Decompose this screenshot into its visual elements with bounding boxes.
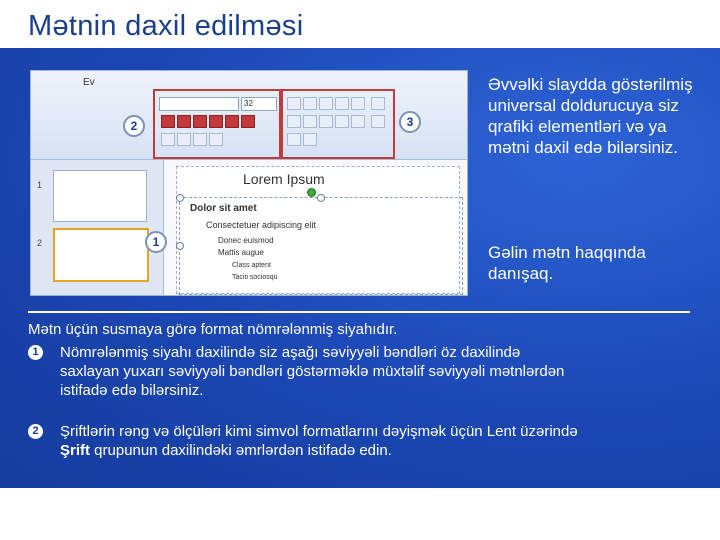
number-badge-2: 2 <box>28 424 43 439</box>
slide-lorem-title: Lorem Ipsum <box>243 171 325 187</box>
callout-1: 1 <box>145 231 167 253</box>
list-item-2-text-b: qrupunun daxilindəki əmrlərdən istifadə edin. <box>90 442 392 459</box>
slide-thumbnail-1[interactable] <box>53 170 147 222</box>
list-item-2-bold: Şrift <box>60 442 90 459</box>
slide-thumbnail-2[interactable] <box>53 228 149 282</box>
page-title: Mətnin daxil edilməsi <box>28 10 304 42</box>
callout-3: 3 <box>399 111 421 133</box>
resize-handle-tl[interactable] <box>176 194 184 202</box>
bullet-level-1: Dolor sit amet <box>190 203 257 214</box>
tab-home[interactable]: Ev <box>83 77 95 88</box>
divider-line <box>28 311 690 313</box>
list-item-2-text-a: Şriftlərin rəng və ölçüləri kimi simvol formatlarını dəyişmək üçün Lent üzərində <box>60 423 578 440</box>
list-item-2-text <box>60 422 580 460</box>
right-paragraph-2: Gəlin mətn haqqında danışaq. <box>488 243 646 283</box>
rotation-handle[interactable] <box>307 188 316 197</box>
paragraph-group-highlight <box>281 89 395 159</box>
bullet-level-4: Class aptent <box>232 262 271 269</box>
bullet-level-3b: Mattis augue <box>218 248 264 257</box>
callout-2: 2 <box>123 115 145 137</box>
resize-handle-left[interactable] <box>176 242 184 250</box>
bullet-level-2: Consectetuer adipiscing elit <box>206 220 317 230</box>
powerpoint-screenshot <box>30 70 468 296</box>
bullet-level-3a: Donec euismod <box>218 236 274 245</box>
lead-text: Mətn üçün susmaya görə format nömrələnmiş siyahıdır. <box>28 321 398 338</box>
font-group-highlight <box>153 89 281 159</box>
content-placeholder[interactable] <box>179 197 463 295</box>
resize-handle-top[interactable] <box>317 194 325 202</box>
thumb-number-1: 1 <box>37 180 43 190</box>
number-badge-1: 1 <box>28 345 43 360</box>
right-paragraph-1: Əvvəlki slaydda göstərilmiş universal doldurucuya siz qrafiki elementləri və ya mətni daxil edə bilərsiniz. <box>488 75 693 157</box>
list-item-1-text: Nömrələnmiş siyahı daxilində siz aşağı səviyyəli bəndləri öz daxilində saxlayan yuxarı səviyyəli bəndləri göstərməklə müxtəlif səviyyəli mətnlərdən istifadə edə bilərsiniz. <box>60 344 565 399</box>
font-size-combo[interactable]: 32 <box>241 97 277 111</box>
title-bar <box>0 0 720 48</box>
thumb-number-2: 2 <box>37 238 43 248</box>
slide-thumbnails-pane <box>31 160 164 295</box>
bullet-level-5: Taciti sociosqu <box>232 274 278 281</box>
